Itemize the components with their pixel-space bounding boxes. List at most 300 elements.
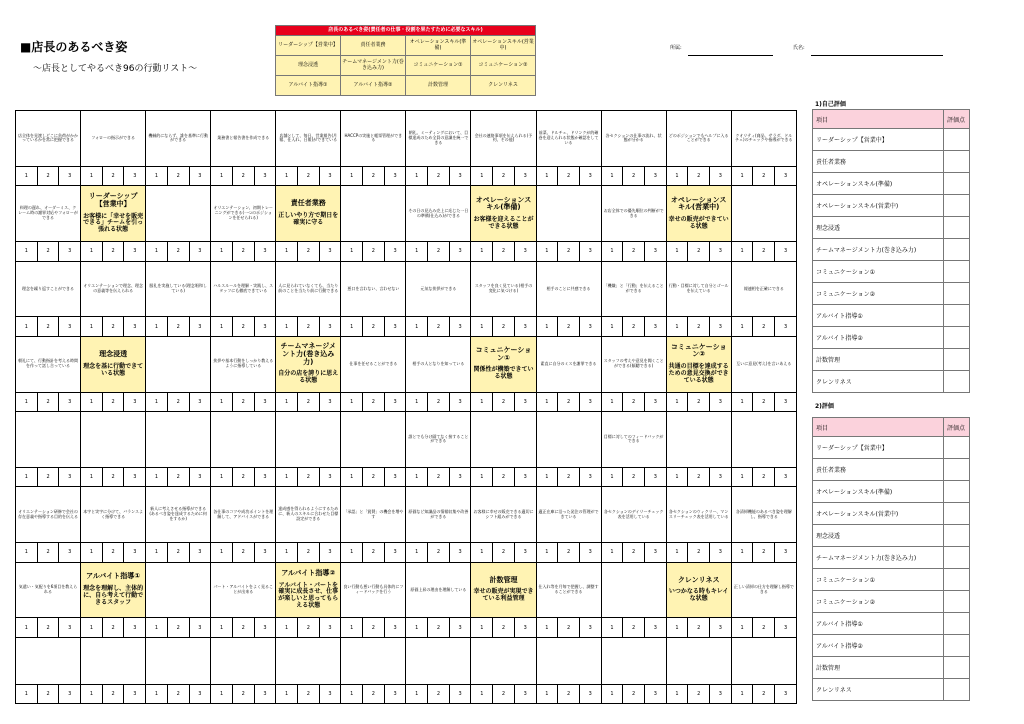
rating-cell[interactable] [449,467,471,486]
rating-cell[interactable] [16,684,38,704]
rating-cell[interactable] [384,618,406,637]
rating-cell[interactable] [167,242,189,261]
rating-option[interactable]: 3 [68,173,72,180]
rating-option[interactable]: 2 [632,690,636,697]
rating-cell[interactable] [37,317,59,336]
rating-option[interactable]: 3 [783,474,788,481]
rating-cell[interactable] [146,317,168,336]
score-value-field[interactable] [944,283,970,305]
score-value-field[interactable] [944,657,970,679]
rating-option[interactable]: 2 [176,398,180,405]
score-value-field[interactable] [944,525,970,547]
rating-option[interactable]: 2 [697,474,701,481]
rating-option[interactable]: 3 [588,624,592,631]
rating-cell[interactable] [536,242,558,261]
rating-option[interactable]: 3 [133,474,137,481]
rating-cell[interactable] [37,467,59,486]
score-value-field[interactable] [944,503,970,525]
rating-option[interactable]: 1 [219,690,224,697]
rating-option[interactable]: 2 [241,323,245,330]
rating-option[interactable]: 1 [415,398,419,405]
rating-cell[interactable] [471,618,493,637]
rating-cell[interactable] [232,166,254,185]
rating-cell[interactable] [731,166,753,185]
rating-cell[interactable] [644,684,666,704]
rating-option[interactable]: 1 [285,690,289,697]
rating-option[interactable]: 1 [610,690,614,697]
rating-cell[interactable] [319,467,341,486]
rating-option[interactable]: 1 [24,549,28,556]
rating-option[interactable]: 1 [285,173,289,180]
rating-option[interactable]: 3 [458,248,462,255]
rating-cell[interactable] [232,543,254,562]
rating-cell[interactable] [363,242,385,261]
rating-option[interactable]: 3 [328,549,332,556]
rating-option[interactable]: 3 [328,690,332,697]
rating-cell[interactable] [406,392,428,411]
score-value-field[interactable] [944,239,970,261]
rating-cell[interactable] [232,467,254,486]
rating-cell[interactable] [254,467,276,486]
rating-cell[interactable] [666,618,688,637]
rating-option[interactable]: 3 [198,624,202,631]
rating-cell[interactable] [514,317,536,336]
rating-option[interactable]: 1 [545,474,549,481]
rating-cell[interactable] [59,166,81,185]
rating-option[interactable]: 2 [371,549,375,556]
rating-cell[interactable] [493,543,515,562]
rating-option[interactable]: 2 [371,173,375,180]
rating-option[interactable]: 3 [718,248,722,255]
rating-cell[interactable] [753,543,775,562]
rating-option[interactable]: 3 [783,248,788,255]
rating-option[interactable]: 1 [675,690,679,697]
rating-cell[interactable] [276,242,298,261]
rating-option[interactable]: 2 [371,323,375,330]
rating-option[interactable]: 1 [154,690,159,697]
rating-cell[interactable] [558,618,580,637]
rating-cell[interactable] [341,543,363,562]
rating-option[interactable]: 3 [523,398,527,405]
rating-option[interactable]: 1 [415,248,419,255]
rating-cell[interactable] [16,618,38,637]
rating-option[interactable]: 1 [24,323,28,330]
rating-cell[interactable] [232,618,254,637]
rating-option[interactable]: 2 [566,690,571,697]
rating-cell[interactable] [232,684,254,704]
rating-option[interactable]: 1 [610,248,614,255]
rating-option[interactable]: 3 [653,474,657,481]
rating-option[interactable]: 1 [675,624,679,631]
rating-option[interactable]: 1 [89,474,93,481]
score-value-field[interactable] [944,371,970,393]
rating-cell[interactable] [81,467,103,486]
rating-cell[interactable] [666,317,688,336]
rating-option[interactable]: 2 [436,173,440,180]
rating-option[interactable]: 1 [24,398,28,405]
rating-cell[interactable] [428,543,450,562]
rating-cell[interactable] [254,543,276,562]
rating-option[interactable]: 3 [718,323,722,330]
rating-cell[interactable] [146,392,168,411]
rating-cell[interactable] [428,618,450,637]
rating-cell[interactable] [146,166,168,185]
rating-option[interactable]: 1 [740,549,744,556]
rating-option[interactable]: 1 [89,173,93,180]
rating-cell[interactable] [731,543,753,562]
rating-cell[interactable] [341,392,363,411]
rating-option[interactable]: 3 [393,173,397,180]
rating-option[interactable]: 3 [393,624,397,631]
rating-option[interactable]: 1 [480,323,484,330]
rating-cell[interactable] [167,317,189,336]
rating-option[interactable]: 1 [154,398,159,405]
rating-option[interactable]: 3 [328,398,332,405]
rating-option[interactable]: 2 [46,248,50,255]
rating-option[interactable]: 3 [198,248,202,255]
rating-option[interactable]: 3 [198,323,202,330]
rating-option[interactable]: 1 [610,549,614,556]
rating-option[interactable]: 2 [111,173,115,180]
rating-cell[interactable] [688,166,710,185]
rating-option[interactable]: 1 [415,549,419,556]
rating-cell[interactable] [363,684,385,704]
rating-option[interactable]: 1 [610,323,614,330]
rating-cell[interactable] [753,317,775,336]
rating-cell[interactable] [384,392,406,411]
rating-option[interactable]: 3 [653,549,657,556]
rating-cell[interactable] [59,242,81,261]
rating-option[interactable]: 3 [68,474,72,481]
score-value-field[interactable] [944,349,970,371]
rating-cell[interactable] [276,317,298,336]
score-value-field[interactable] [944,261,970,283]
rating-cell[interactable] [449,618,471,637]
rating-option[interactable]: 3 [653,323,657,330]
rating-cell[interactable] [775,166,797,185]
rating-cell[interactable] [102,317,124,336]
rating-option[interactable]: 1 [219,624,224,631]
rating-cell[interactable] [384,543,406,562]
rating-option[interactable]: 2 [566,173,571,180]
rating-option[interactable]: 2 [632,624,636,631]
rating-cell[interactable] [558,392,580,411]
rating-cell[interactable] [601,317,623,336]
rating-option[interactable]: 2 [501,549,506,556]
rating-cell[interactable] [146,242,168,261]
rating-cell[interactable] [59,543,81,562]
score-value-field[interactable] [944,173,970,195]
rating-cell[interactable] [363,317,385,336]
name-field[interactable] [811,55,943,56]
rating-option[interactable]: 2 [632,549,636,556]
rating-option[interactable]: 2 [632,323,636,330]
rating-option[interactable]: 3 [718,690,722,697]
rating-option[interactable]: 1 [675,323,679,330]
rating-option[interactable]: 2 [697,549,701,556]
rating-option[interactable]: 2 [632,248,636,255]
rating-option[interactable]: 3 [523,690,527,697]
rating-cell[interactable] [81,684,103,704]
rating-cell[interactable] [37,543,59,562]
rating-option[interactable]: 2 [111,690,115,697]
rating-cell[interactable] [81,618,103,637]
rating-option[interactable]: 2 [762,398,766,405]
rating-cell[interactable] [753,467,775,486]
rating-option[interactable]: 1 [24,690,28,697]
rating-cell[interactable] [666,392,688,411]
rating-cell[interactable] [514,392,536,411]
rating-cell[interactable] [254,317,276,336]
rating-cell[interactable] [558,166,580,185]
rating-option[interactable]: 2 [306,398,310,405]
rating-option[interactable]: 2 [306,690,310,697]
rating-cell[interactable] [579,543,601,562]
score-value-field[interactable] [944,437,970,459]
rating-cell[interactable] [536,317,558,336]
rating-option[interactable]: 2 [241,624,245,631]
rating-option[interactable]: 1 [740,323,744,330]
rating-option[interactable]: 2 [436,549,440,556]
score-value-field[interactable] [944,129,970,151]
rating-cell[interactable] [102,392,124,411]
rating-cell[interactable] [341,166,363,185]
rating-cell[interactable] [493,467,515,486]
rating-option[interactable]: 3 [653,398,657,405]
rating-cell[interactable] [37,242,59,261]
rating-option[interactable]: 3 [718,398,722,405]
rating-option[interactable]: 1 [350,248,354,255]
rating-cell[interactable] [471,317,493,336]
rating-option[interactable]: 2 [762,690,766,697]
rating-cell[interactable] [731,684,753,704]
rating-cell[interactable] [211,618,233,637]
rating-option[interactable]: 3 [393,690,397,697]
rating-option[interactable]: 2 [697,624,701,631]
rating-cell[interactable] [514,242,536,261]
rating-option[interactable]: 3 [263,624,267,631]
rating-option[interactable]: 3 [458,549,462,556]
rating-option[interactable]: 2 [111,474,115,481]
rating-option[interactable]: 2 [176,323,180,330]
rating-option[interactable]: 1 [89,398,93,405]
score-value-field[interactable] [944,591,970,613]
rating-cell[interactable] [428,684,450,704]
rating-option[interactable]: 3 [68,624,72,631]
rating-option[interactable]: 3 [783,549,788,556]
rating-cell[interactable] [81,166,103,185]
rating-option[interactable]: 2 [241,398,245,405]
rating-option[interactable]: 1 [285,398,289,405]
rating-cell[interactable] [731,618,753,637]
rating-option[interactable]: 3 [458,398,462,405]
rating-option[interactable]: 1 [154,549,159,556]
rating-cell[interactable] [775,543,797,562]
rating-cell[interactable] [211,684,233,704]
rating-cell[interactable] [753,242,775,261]
rating-option[interactable]: 1 [219,549,224,556]
rating-cell[interactable] [666,684,688,704]
rating-option[interactable]: 2 [306,248,310,255]
rating-option[interactable]: 2 [111,624,115,631]
rating-cell[interactable] [688,684,710,704]
rating-cell[interactable] [514,684,536,704]
rating-option[interactable]: 1 [675,248,679,255]
rating-cell[interactable] [471,166,493,185]
rating-option[interactable]: 1 [350,173,354,180]
rating-cell[interactable] [59,467,81,486]
rating-option[interactable]: 3 [523,248,527,255]
rating-option[interactable]: 2 [241,549,245,556]
rating-option[interactable]: 1 [89,624,93,631]
rating-cell[interactable] [601,684,623,704]
rating-option[interactable]: 3 [523,323,527,330]
rating-option[interactable]: 1 [89,248,93,255]
rating-option[interactable]: 1 [350,474,354,481]
rating-cell[interactable] [688,618,710,637]
rating-cell[interactable] [666,242,688,261]
rating-cell[interactable] [81,543,103,562]
rating-cell[interactable] [276,166,298,185]
rating-cell[interactable] [428,467,450,486]
rating-cell[interactable] [363,618,385,637]
rating-cell[interactable] [341,317,363,336]
rating-cell[interactable] [189,166,211,185]
rating-option[interactable]: 3 [653,173,657,180]
rating-cell[interactable] [579,317,601,336]
rating-cell[interactable] [146,543,168,562]
rating-cell[interactable] [124,684,146,704]
rating-cell[interactable] [644,242,666,261]
rating-option[interactable]: 3 [588,173,592,180]
rating-cell[interactable] [297,543,319,562]
rating-cell[interactable] [601,242,623,261]
rating-option[interactable]: 1 [415,173,419,180]
rating-cell[interactable] [124,618,146,637]
rating-cell[interactable] [124,543,146,562]
rating-option[interactable]: 2 [176,549,180,556]
rating-option[interactable]: 2 [566,624,571,631]
rating-cell[interactable] [211,166,233,185]
rating-cell[interactable] [514,543,536,562]
rating-cell[interactable] [232,317,254,336]
rating-cell[interactable] [232,242,254,261]
rating-option[interactable]: 3 [263,323,267,330]
rating-cell[interactable] [406,543,428,562]
rating-option[interactable]: 1 [24,474,28,481]
rating-option[interactable]: 1 [545,323,549,330]
rating-option[interactable]: 1 [415,474,419,481]
rating-option[interactable]: 3 [68,690,72,697]
rating-option[interactable]: 3 [393,248,397,255]
rating-cell[interactable] [644,467,666,486]
rating-option[interactable]: 3 [523,474,527,481]
rating-cell[interactable] [297,166,319,185]
rating-cell[interactable] [601,543,623,562]
rating-option[interactable]: 2 [46,549,50,556]
rating-option[interactable]: 3 [328,323,332,330]
rating-option[interactable]: 3 [133,549,137,556]
rating-option[interactable]: 2 [306,624,310,631]
rating-option[interactable]: 3 [393,474,397,481]
rating-cell[interactable] [623,543,645,562]
rating-option[interactable]: 2 [111,398,115,405]
rating-cell[interactable] [276,618,298,637]
rating-option[interactable]: 3 [653,248,657,255]
rating-cell[interactable] [254,618,276,637]
rating-cell[interactable] [232,392,254,411]
rating-option[interactable]: 1 [740,624,744,631]
rating-option[interactable]: 3 [328,474,332,481]
rating-option[interactable]: 3 [263,173,267,180]
rating-cell[interactable] [558,242,580,261]
rating-cell[interactable] [644,166,666,185]
rating-option[interactable]: 2 [241,690,245,697]
rating-cell[interactable] [297,242,319,261]
rating-option[interactable]: 1 [740,398,744,405]
rating-cell[interactable] [623,166,645,185]
rating-option[interactable]: 3 [198,173,202,180]
rating-cell[interactable] [688,467,710,486]
rating-option[interactable]: 1 [350,549,354,556]
rating-option[interactable]: 3 [458,690,462,697]
rating-cell[interactable] [710,242,732,261]
score-value-field[interactable] [944,569,970,591]
rating-cell[interactable] [102,543,124,562]
rating-cell[interactable] [449,242,471,261]
rating-option[interactable]: 3 [328,248,332,255]
rating-cell[interactable] [775,317,797,336]
rating-option[interactable]: 2 [501,474,506,481]
rating-cell[interactable] [319,618,341,637]
rating-cell[interactable] [428,317,450,336]
rating-cell[interactable] [536,467,558,486]
rating-cell[interactable] [254,684,276,704]
rating-cell[interactable] [493,166,515,185]
rating-option[interactable]: 2 [762,323,766,330]
rating-cell[interactable] [731,317,753,336]
rating-option[interactable]: 3 [718,624,722,631]
rating-option[interactable]: 2 [306,173,310,180]
rating-cell[interactable] [384,166,406,185]
rating-cell[interactable] [666,166,688,185]
rating-option[interactable]: 3 [783,690,788,697]
rating-option[interactable]: 1 [154,624,159,631]
rating-option[interactable]: 1 [740,173,744,180]
rating-cell[interactable] [341,618,363,637]
rating-cell[interactable] [59,684,81,704]
rating-option[interactable]: 1 [480,624,484,631]
rating-option[interactable]: 3 [523,549,527,556]
rating-cell[interactable] [319,317,341,336]
rating-option[interactable]: 2 [111,323,115,330]
rating-option[interactable]: 2 [176,248,180,255]
rating-cell[interactable] [601,166,623,185]
rating-cell[interactable] [536,392,558,411]
rating-option[interactable]: 2 [697,398,701,405]
rating-option[interactable]: 2 [241,173,245,180]
rating-option[interactable]: 1 [415,690,419,697]
rating-cell[interactable] [449,684,471,704]
rating-cell[interactable] [124,317,146,336]
rating-cell[interactable] [406,166,428,185]
rating-option[interactable]: 1 [285,323,289,330]
rating-option[interactable]: 2 [501,398,506,405]
rating-option[interactable]: 2 [697,323,701,330]
rating-cell[interactable] [124,392,146,411]
rating-option[interactable]: 3 [393,398,397,405]
rating-option[interactable]: 2 [632,173,636,180]
